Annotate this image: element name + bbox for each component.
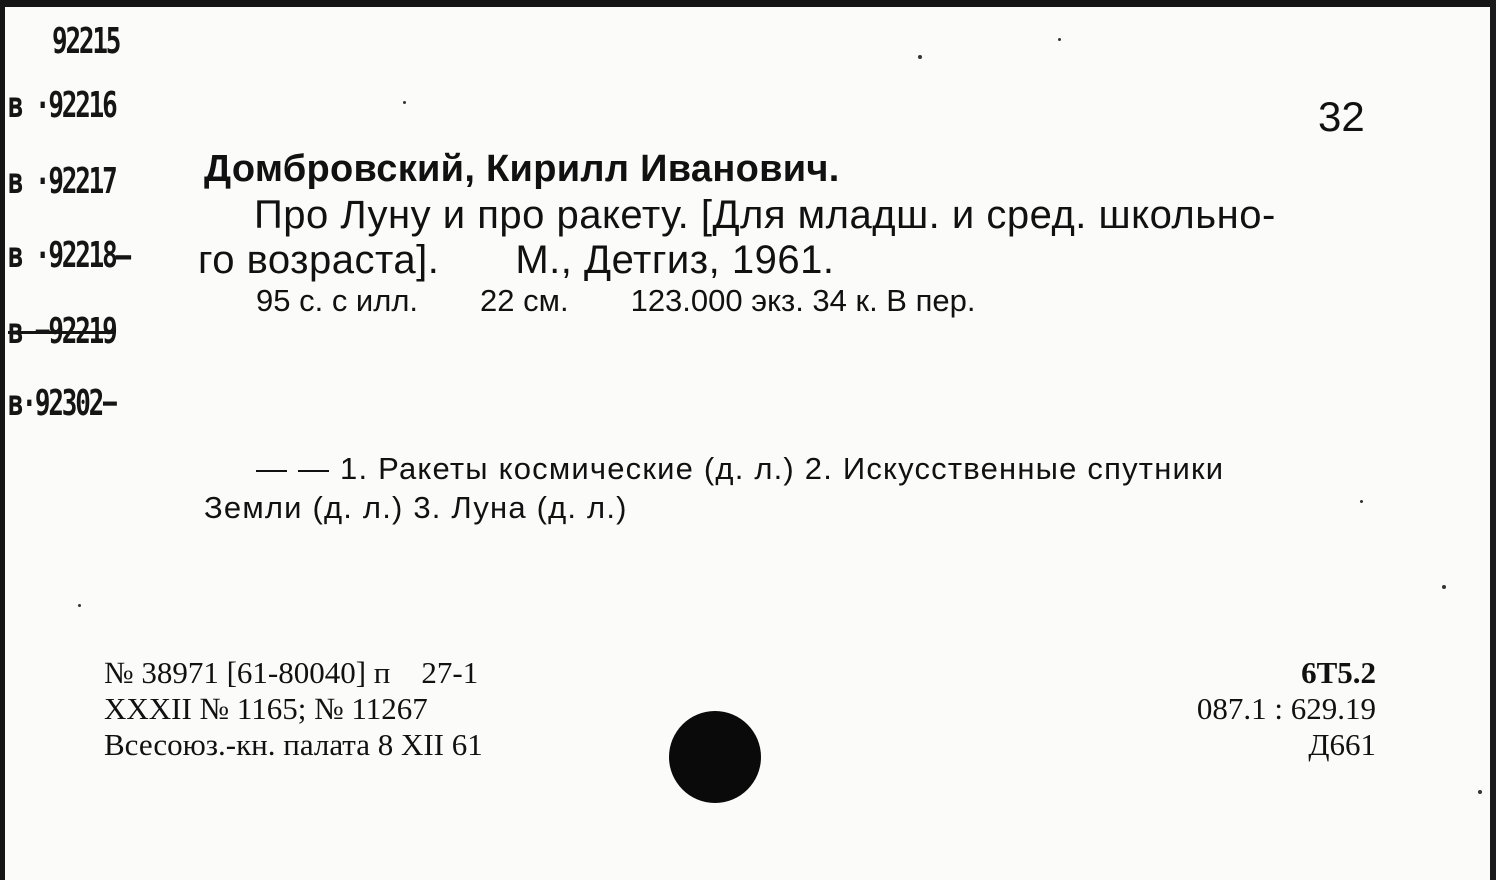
title-line-2 xyxy=(198,240,834,280)
handwritten-mark: в ·92217 xyxy=(8,161,116,202)
ink-speck xyxy=(1360,500,1363,503)
handwritten-mark: 92215 xyxy=(52,21,120,62)
ink-speck xyxy=(78,604,81,607)
card-right-border xyxy=(1490,0,1496,880)
registry-info xyxy=(104,655,483,763)
author-heading: Домбровский, Кирилл Иванович. xyxy=(204,148,840,190)
classification-code: 6Т5.2 xyxy=(1301,655,1376,690)
registry-line: XXXII № 1165; № 11267 xyxy=(104,691,428,726)
title-line-1: Про Луну и про ракету. [Для младш. и сред. школьно- xyxy=(254,193,1276,237)
card-number: 32 xyxy=(1318,93,1365,140)
card-top-border xyxy=(0,0,1496,7)
ink-speck xyxy=(403,101,406,104)
udc-code: 087.1 : 629.19 xyxy=(1196,691,1376,726)
handwritten-mark: в ·92218— xyxy=(8,235,130,276)
ink-speck xyxy=(1478,790,1482,794)
subject-headings-line-1: — — 1. Ракеты космические (д. л.) 2. Искусственные спутники xyxy=(256,451,1225,486)
classification-info xyxy=(1197,655,1376,763)
handwritten-mark-struck: в −92219 xyxy=(8,311,116,352)
card-left-border xyxy=(0,0,5,880)
physical-description xyxy=(256,285,975,316)
ink-speck xyxy=(1442,585,1446,589)
author-mark: Д661 xyxy=(1308,727,1376,762)
ink-speck xyxy=(1058,38,1061,41)
title-line-2-text: го возраста]. xyxy=(198,238,440,282)
registry-line: № 38971 [61-80040] п 27-1 xyxy=(104,655,479,690)
print-run-price: 123.000 экз. 34 к. В пер. xyxy=(630,283,976,318)
registry-line: Всесоюз.-кн. палата 8 XII 61 xyxy=(104,727,483,762)
size: 22 см. xyxy=(480,283,569,318)
punch-hole xyxy=(669,711,761,803)
imprint: М., Детгиз, 1961. xyxy=(515,238,835,282)
ink-speck xyxy=(918,55,922,59)
handwritten-mark: в·92302− xyxy=(8,383,116,424)
subject-headings-line-2: Земли (д. л.) 3. Луна (д. л.) xyxy=(204,490,628,525)
pages: 95 с. с илл. xyxy=(256,283,419,318)
handwritten-mark: в ·92216 xyxy=(8,85,116,126)
